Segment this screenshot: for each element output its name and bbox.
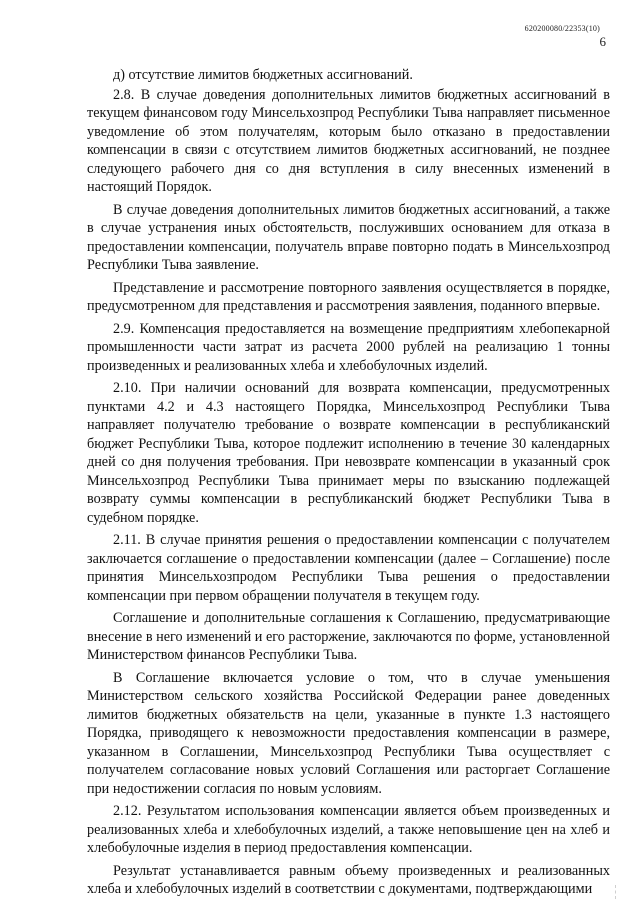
paragraph-2-9: 2.9. Компенсация предоставляется на возмещение предприятиям хлебопекарной промышленности части затрат из расчета 2000 рублей на реализацию 1 тонны произведенных и реализованных хлеба и хлебобулочных изделий. [87, 320, 610, 374]
document-registration-code: 620200080/22353(10) [524, 24, 600, 33]
paragraph-2-11: 2.11. В случае принятия решения о предоставлении компенсации с получателем заключается соглашение о предоставлении компенсации (далее – Соглашение) после принятия Минсельхозпродом Республики Тыва решения о предоставлении компенсации при первом обращении получателя в текущем году. [87, 532, 610, 604]
paragraph-result: Результат устанавливается равным объему произведенных и реализованных хлеба и хлебобулочных изделий в соответствии с документами, подтверждающими [87, 862, 610, 897]
paragraph-2-10: 2.10. При наличии оснований для возврата компенсации, предусмотренных пунктами 4.2 и 4.3 настоящего Порядка, Минсельхозпрод Республики Тыва направляет получателю требование о возврате компенсации в республиканский бюджет Республики Тыва, которое подлежит исполнению в течение 30 календарных дней со дня получения требования. При невозврате компенсации в указанный срок Минсельхозпрод Республики Тыва принимает меры по взысканию подлежащей возврату суммы компенсации в республиканский бюджет Республики Тыва в судебном порядке. [87, 380, 610, 526]
document-body [87, 66, 610, 903]
paragraph-additional-limits: В случае доведения дополнительных лимитов бюджетных ассигнований, а также в случае устранения иных обстоятельств, послуживших основанием для отказа в предоставлении компенсации, получатель вправе повторно подать в Минсельхозпрод Республики Тыва заявление. [87, 201, 610, 273]
paragraph-repeat-application: Представление и рассмотрение повторного заявления осуществляется в порядке, предусмотренном для представления и рассмотрения заявления, поданного впервые. [87, 279, 610, 314]
page-number: 6 [599, 34, 606, 49]
paragraph-2-12: 2.12. Результатом использования компенсации является объем произведенных и реализованных хлеба и хлебобулочных изделий, а также неповышение цен на хлеб и хлебобулочные изделия в период предоставления компенсации. [87, 803, 610, 856]
scan-edge-mark [615, 885, 626, 899]
paragraph-2-8: 2.8. В случае доведения дополнительных лимитов бюджетных ассигнований в текущем финансовом году Минсельхозпрод Республики Тыва направляет письменное уведомление об этом получателям, которым было отказано в предоставлении компенсации в связи с отсутствием лимитов бюджетных ассигнований, не позднее следующего рабочего дня со дня вступления в силу внесенных изменений в настоящий Порядок. [87, 86, 610, 195]
paragraph-agreement-form: Соглашение и дополнительные соглашения к Соглашению, предусматривающие внесение в него изменений и его расторжение, заключаются по форме, установленной Министерством финансов Республики Тыва. [87, 610, 610, 663]
paragraph-agreement-condition: В Соглашение включается условие о том, что в случае уменьшения Министерством сельского хозяйства Российской Федерации ранее доведенных лимитов бюджетных обязательств на цели, указанные в пункте 1.3 настоящего Порядка, приводящего к невозможности предоставления компенсации в размере, указанном в Соглашении, Минсельхозпрод Республики Тыва осуществляет с получателем согласование новых условий Соглашения или расторгает Соглашение при недостижении согласия по новым условиям. [87, 669, 610, 797]
paragraph-subitem-d: д) отсутствие лимитов бюджетных ассигнований. [113, 67, 413, 83]
